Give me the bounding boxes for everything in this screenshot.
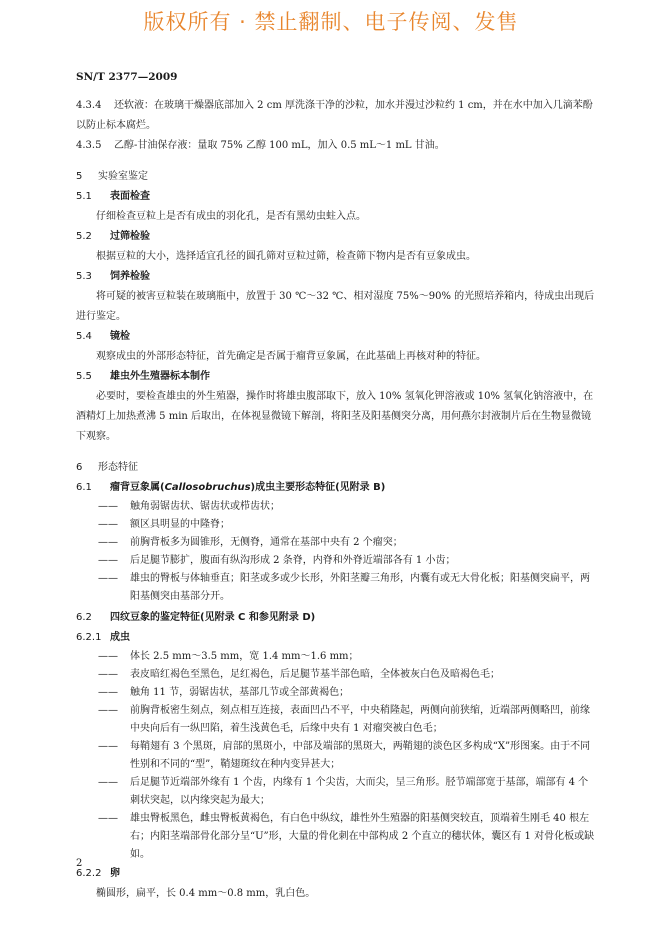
list-item: —— 后足腿节近端部外缘有 1 个齿，内缘有 1 个尖齿，大而尖，呈三角形。胫节端部宽于基部，端部有 4 个刺状突起，以内缘突起为最大； xyxy=(76,774,596,810)
section-6-1-heading xyxy=(76,478,596,498)
section-5-3-heading xyxy=(76,267,596,287)
section-5-2-text: 根据豆粒的大小，选择适宜孔径的圆孔筛对豆粒过筛，检查筛下物内是否有豆象成虫。 xyxy=(96,251,476,262)
section-5-2-heading xyxy=(76,227,596,247)
paragraph-4-3-5 xyxy=(76,136,596,156)
section-number: 6.2.1 xyxy=(76,632,102,643)
section-number: 6.2.2 xyxy=(76,868,102,879)
title-part: 瘤背豆象属( xyxy=(110,482,165,493)
section-number: 6.1 xyxy=(76,482,92,493)
section-6-heading xyxy=(76,458,596,478)
section-number: 5.1 xyxy=(76,191,92,202)
section-number: 5 xyxy=(76,171,83,182)
section-title: 实验室鉴定 xyxy=(98,171,148,182)
clause-number: 4.3.5 xyxy=(76,140,102,151)
section-5-5-heading xyxy=(76,367,596,387)
paragraph-4-3-4 xyxy=(76,96,596,136)
list-item: —— 触角弱锯齿状、锯齿状或栉齿状； xyxy=(76,498,596,516)
section-number: 5.3 xyxy=(76,271,92,282)
list-item: —— 后足腿节膨扩，腹面有纵沟形成 2 条脊，内脊和外脊近端部各有 1 小齿； xyxy=(76,552,596,570)
section-5-5-text: 必要时，要检查雄虫的外生殖器，操作时将雄虫腹部取下，放入 10% 氢氧化钾溶液或 10% 氢氧化钠溶液中，在酒精灯上加热煮沸 5 min 后取出，在体视显微镜下解剖，将阳茎及阳基侧突分离，用何燕尔封液制片后在生物显微镜下观察。 xyxy=(76,391,594,442)
list-item: —— 雄虫的臀板与体轴垂直；阳茎或多或少长形，外阳茎瓣三角形，内囊有或无大骨化板；阳基侧突扁平，两阳基侧突由基部分开。 xyxy=(76,570,596,606)
list-item: —— 每鞘翅有 3 个黑斑，肩部的黑斑小，中部及端部的黑斑大，两鞘翅的淡色区多构成“X”形图案。由于不同性别和不同的“型”，鞘翅斑纹在种内变异甚大； xyxy=(76,738,596,774)
section-6-2-2-heading xyxy=(76,864,596,884)
section-5-4-heading xyxy=(76,327,596,347)
clause-text: 乙醇-甘油保存液：量取 75% 乙醇 100 mL，加入 0.5 mL～1 mL 甘油。 xyxy=(114,140,445,151)
genus-name: Callosobruchus xyxy=(164,482,251,493)
section-title: 四纹豆象的鉴定特征(见附录 C 和参见附录 D) xyxy=(110,612,316,623)
list-item: —— 前胸背板密生刻点，刻点相互连接，表面凹凸不平，中央稍隆起，两侧向前狭缩，近端部两侧略凹，前缘中央向后有一纵凹陷，着生浅黄色毛，后缘中央有 1 对瘤突被白色毛； xyxy=(76,702,596,738)
list-item: —— 体长 2.5 mm～3.5 mm，宽 1.4 mm～1.6 mm； xyxy=(76,648,596,666)
section-title: 过筛检验 xyxy=(110,231,150,242)
section-title: 卵 xyxy=(110,868,120,879)
section-5-4-text: 观察成虫的外部形态特征，首先确定是否属于瘤背豆象属，在此基础上再核对种的特征。 xyxy=(96,351,486,362)
list-item: —— 表皮暗红褐色至黑色，足红褐色，后足腿节基半部色暗，全体被灰白色及暗褐色毛； xyxy=(76,666,596,684)
section-number: 6.2 xyxy=(76,612,92,623)
title-part: )成虫主要形态特征(见附录 B) xyxy=(250,482,386,493)
section-number: 5.4 xyxy=(76,331,92,342)
section-number: 6 xyxy=(76,462,83,473)
section-title: 镜检 xyxy=(110,331,130,342)
section-title: 表面检查 xyxy=(110,191,150,202)
list-item: —— 额区具明显的中隆脊； xyxy=(76,516,596,534)
section-5-3-text: 将可疑的被害豆粒装在玻璃瓶中，放置于 30 ℃～32 ℃、相对湿度 75%～90% 的光照培养箱内，待成虫出现后进行鉴定。 xyxy=(76,291,595,322)
list-item: —— 雄虫臀板黑色，雌虫臀板黄褐色，有白色中纵纹，雄性外生殖器的阳基侧突较直，顶端着生刚毛 40 根左右；内阳茎端部骨化部分呈“U”形，大量的骨化刺在中部构成 2 个直立的穗状体，囊区有 1 对骨化板或缺如。 xyxy=(76,810,596,864)
section-5-1-heading xyxy=(76,187,596,207)
section-6-2-2-text: 椭圆形，扁平，长 0.4 mm～0.8 mm，乳白色。 xyxy=(96,888,316,899)
list-item: —— 触角 11 节，弱锯齿状，基部几节或全部黄褐色； xyxy=(76,684,596,702)
section-number: 5.2 xyxy=(76,231,92,242)
clause-text: 还软液：在玻璃干燥器底部加入 2 cm 厚洗涤干净的沙粒，加水并漫过沙粒约 1 cm，并在水中加入几滴苯酚以防止标本腐烂。 xyxy=(76,100,593,131)
clause-number: 4.3.4 xyxy=(76,100,102,111)
section-title: 成虫 xyxy=(110,632,130,643)
standard-number: SN/T 2377—2009 xyxy=(76,71,178,83)
section-number: 5.5 xyxy=(76,371,92,382)
page-number: 2 xyxy=(76,858,83,869)
section-title: 形态特征 xyxy=(98,462,138,473)
watermark-text: 版权所有 · 禁止翻制、电子传阅、发售 xyxy=(143,10,519,34)
section-6-2-1-heading xyxy=(76,628,596,648)
section-title: 雄虫外生殖器标本制作 xyxy=(110,371,210,382)
section-5-heading xyxy=(76,167,596,187)
section-title: 饲养检验 xyxy=(110,271,150,282)
section-5-1-text: 仔细检查豆粒上是否有成虫的羽化孔，是否有黑幼虫蛀入点。 xyxy=(96,211,366,222)
section-6-2-heading xyxy=(76,608,596,628)
section-title xyxy=(110,482,385,493)
list-item: —— 前胸背板多为圆锥形，无侧脊，通常在基部中央有 2 个瘤突； xyxy=(76,534,596,552)
document-body xyxy=(76,96,596,904)
